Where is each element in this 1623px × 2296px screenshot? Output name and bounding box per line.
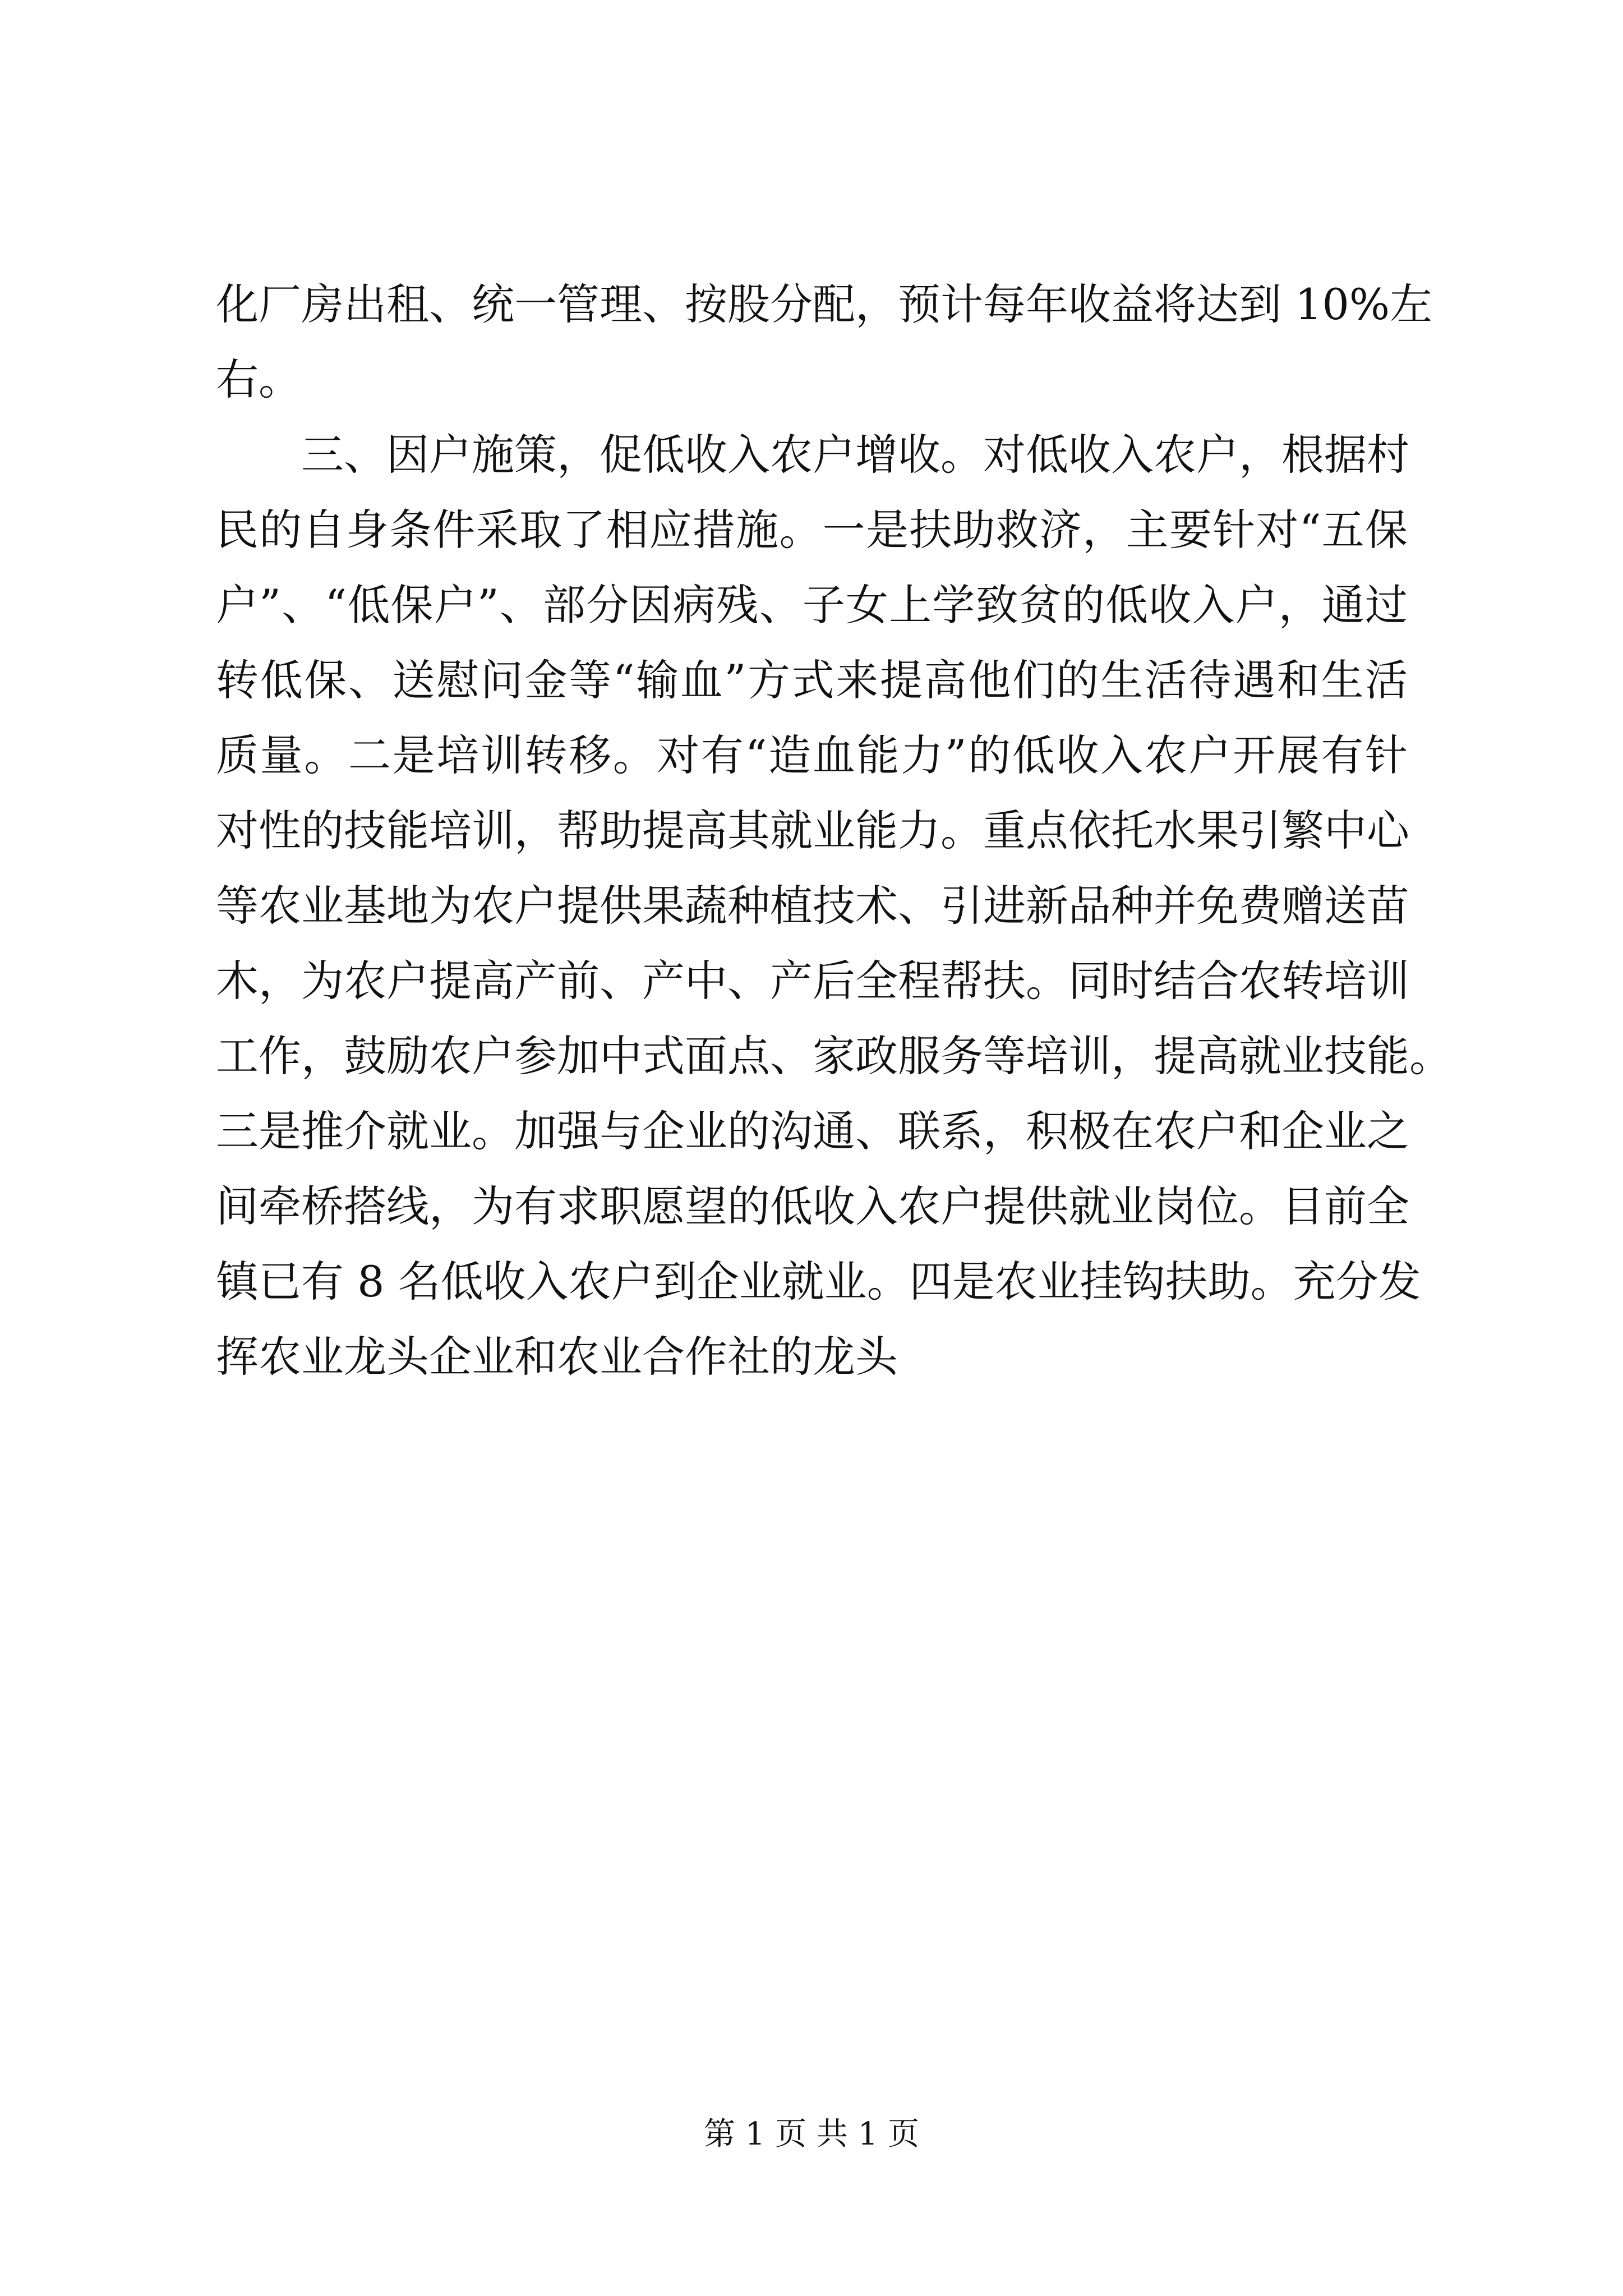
text-line: 挥农业龙头企业和农业合作社的龙头 <box>216 1332 898 1382</box>
text-line: 转低保、送慰问金等“输血”方式来提高他们的生活待遇和生活 <box>216 655 1408 705</box>
paragraph-start-line: 三、因户施策，促低收入农户增收。对低收入农户，根据村 <box>301 430 1409 480</box>
text-line: 民的自身条件采取了相应措施。一是扶助救济，主要针对“五保 <box>216 505 1408 555</box>
text-line: 镇已有 8 名低收入农户到企业就业。四是农业挂钩扶助。充分发 <box>216 1257 1421 1306</box>
text-line: 三是推介就业。加强与企业的沟通、联系，积极在农户和企业之 <box>216 1106 1409 1156</box>
text-line: 间牵桥搭线，为有求职愿望的低收入农户提供就业岗位。目前全 <box>216 1181 1409 1231</box>
text-line: 质量。二是培训转移。对有“造血能力”的低收入农户开展有针 <box>216 730 1408 780</box>
text-line: 化厂房出租、统一管理、按股分配，预计每年收益将达到 10%左 <box>216 279 1433 329</box>
text-line: 工作，鼓励农户参加中式面点、家政服务等培训，提高就业技能。 <box>216 1031 1452 1081</box>
body-text <box>216 267 1452 1395</box>
text-line: 木，为农户提高产前、产中、产后全程帮扶。同时结合农转培训 <box>216 956 1409 1006</box>
text-line: 户”、“低保户”、部分因病残、子女上学致贫的低收入户，通过 <box>216 580 1408 630</box>
text-line: 等农业基地为农户提供果蔬种植技术、引进新品种并免费赠送苗 <box>216 881 1409 931</box>
text-line: 右。 <box>216 355 301 404</box>
page-number-footer: 第 1 页 共 1 页 <box>703 2116 920 2152</box>
text-line: 对性的技能培训，帮助提高其就业能力。重点依托水果引繁中心 <box>216 806 1409 855</box>
